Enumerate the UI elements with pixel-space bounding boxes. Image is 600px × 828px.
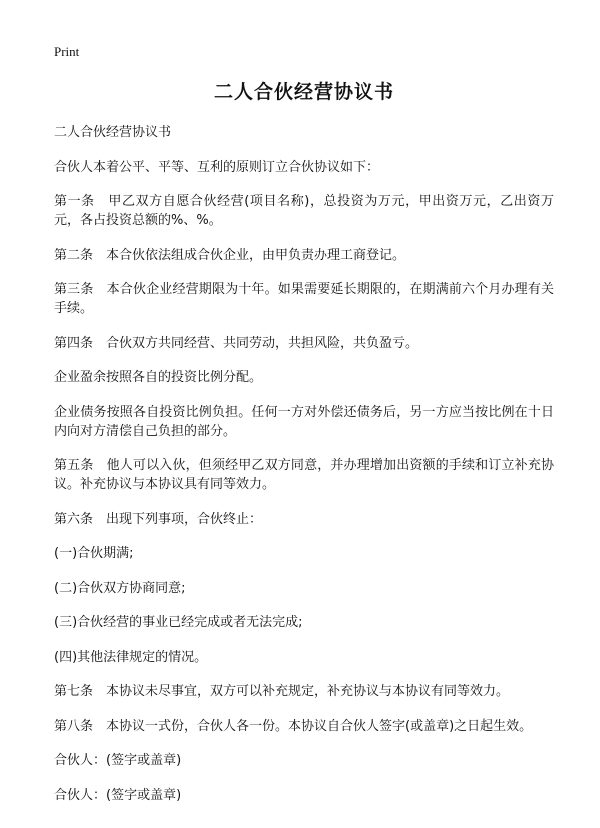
article-8: 第八条 本协议一式份，合伙人各一份。本协议自合伙人签字(或盖章)之日起生效。 [54,718,533,734]
doc-subtitle: 二人合伙经营协议书 [54,125,172,140]
article-6: 第六条 出现下列事项，合伙终止： [54,511,263,527]
article-1: 第一条 甲乙双方自愿合伙经营(项目名称)，总投资为万元，甲出资万元，乙出资万元，各占投资总额的%、%。 [54,194,554,228]
article-4: 第四条 合伙双方共同经营、共同劳动，共担风险，共负盈亏。 [54,335,419,351]
termination-item: (二)合伙双方协商同意; [54,580,186,596]
signature-line: 合伙人：(签字或盖章) [54,787,182,803]
document-title: 二人合伙经营协议书 [213,81,394,103]
termination-item: (一)合伙期满; [54,546,134,561]
print-link[interactable]: Print [54,44,80,59]
termination-item: (三)合伙经营的事业已经完成或者无法完成; [54,615,303,630]
profit-distribution: 企业盈余按照各自的投资比例分配。 [54,370,263,385]
article-5: 第五条 他人可以入伙，但须经甲乙双方同意，并办理增加出资额的手续和订立补充协议。补充协议与本协议具有同等效力。 [54,458,554,492]
termination-item: (四)其他法律规定的情况。 [54,649,208,665]
article-2: 第二条 本合伙依法组成合伙企业，由甲负责办理工商登记。 [54,247,406,263]
doc-preamble: 合伙人本着公平、平等、互利的原则订立合伙协议如下： [54,159,380,175]
article-7: 第七条 本协议未尽事宜，双方可以补充规定，补充协议与本协议有同等效力。 [54,684,510,699]
article-3: 第三条 本合伙企业经营期限为十年。如果需要延长期限的，在期满前六个月办理有关手续。 [54,282,554,316]
debt-allocation: 企业债务按照各自投资比例负担。任何一方对外偿还债务后，另一方应当按比例在十日内向对方清偿自己负担的部分。 [54,404,554,439]
document [54,78,554,820]
signature-line: 合伙人：(签字或盖章) [54,753,182,768]
